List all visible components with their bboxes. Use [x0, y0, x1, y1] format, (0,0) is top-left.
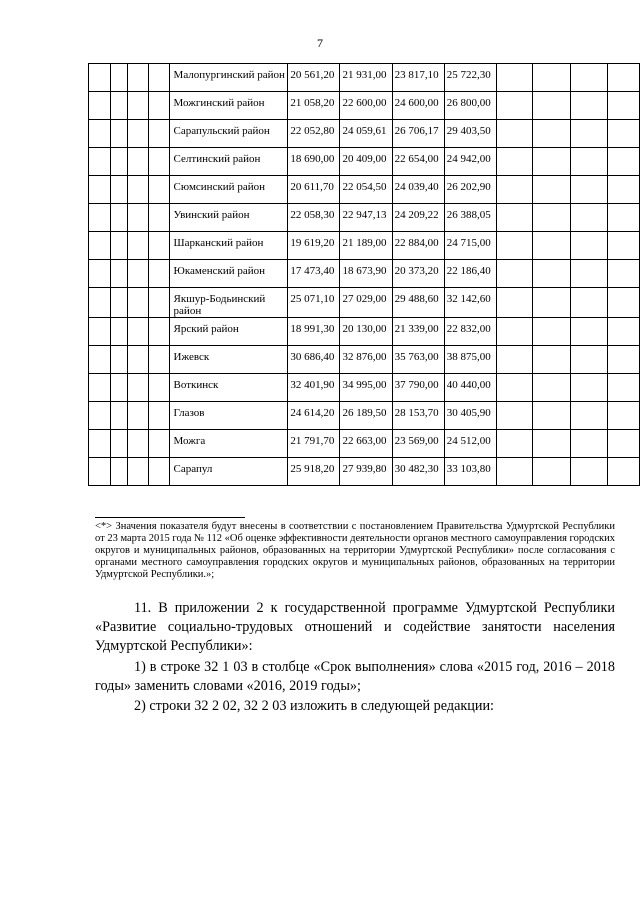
- empty-cell: [110, 232, 128, 260]
- value-cell: 20 409,00: [340, 148, 392, 176]
- empty-cell: [89, 346, 111, 374]
- value-cell: 21 339,00: [392, 318, 444, 346]
- empty-cell: [570, 204, 608, 232]
- value-cell: 22 186,40: [444, 260, 496, 288]
- empty-cell: [110, 374, 128, 402]
- empty-cell: [532, 402, 570, 430]
- empty-cell: [110, 402, 128, 430]
- value-cell: 22 884,00: [392, 232, 444, 260]
- table-row: [89, 458, 640, 486]
- empty-cell: [128, 92, 148, 120]
- empty-cell: [89, 148, 111, 176]
- empty-cell: [128, 64, 148, 92]
- table-row: [89, 204, 640, 232]
- empty-cell: [148, 232, 169, 260]
- empty-cell: [110, 148, 128, 176]
- value-cell: 32 876,00: [340, 346, 392, 374]
- empty-cell: [496, 92, 532, 120]
- empty-cell: [496, 288, 532, 318]
- value-cell: 21 931,00: [340, 64, 392, 92]
- empty-cell: [89, 120, 111, 148]
- empty-cell: [110, 288, 128, 318]
- empty-cell: [128, 318, 148, 346]
- value-cell: 18 690,00: [288, 148, 340, 176]
- table-row: [89, 232, 640, 260]
- footnote: <*> Значения показателя будут внесены в соответствии с постановлением Правительства Удмуртской Республики от 23 марта 2015 года № 112 «Об оценке эффективности деятельности органов местного самоуправления городских округов и муниципальных районов, образованных на территории Удмуртской Республики» после согласования с органами местного самоуправления городских округов и муниципальных районов, образованных на территории Удмуртской Республики.»;: [95, 521, 616, 580]
- region-name: Глазов: [169, 402, 288, 430]
- empty-cell: [89, 176, 111, 204]
- empty-cell: [532, 346, 570, 374]
- empty-cell: [496, 458, 532, 486]
- value-cell: 18 991,30: [288, 318, 340, 346]
- empty-cell: [89, 64, 111, 92]
- empty-cell: [532, 458, 570, 486]
- empty-cell: [570, 458, 608, 486]
- table-row: [89, 288, 640, 318]
- value-cell: 26 189,50: [340, 402, 392, 430]
- value-cell: 23 569,00: [392, 430, 444, 458]
- value-cell: 23 817,10: [392, 64, 444, 92]
- value-cell: 26 800,00: [444, 92, 496, 120]
- empty-cell: [532, 260, 570, 288]
- empty-cell: [608, 288, 640, 318]
- empty-cell: [608, 176, 640, 204]
- value-cell: 34 995,00: [340, 374, 392, 402]
- empty-cell: [148, 374, 169, 402]
- empty-cell: [570, 318, 608, 346]
- empty-cell: [608, 260, 640, 288]
- empty-cell: [608, 402, 640, 430]
- empty-cell: [570, 148, 608, 176]
- page-number: 7: [317, 36, 323, 50]
- empty-cell: [128, 204, 148, 232]
- table-row: [89, 430, 640, 458]
- value-cell: 32 401,90: [288, 374, 340, 402]
- value-cell: 22 600,00: [340, 92, 392, 120]
- value-cell: 33 103,80: [444, 458, 496, 486]
- empty-cell: [89, 374, 111, 402]
- empty-cell: [608, 458, 640, 486]
- value-cell: 30 482,30: [392, 458, 444, 486]
- value-cell: 20 130,00: [340, 318, 392, 346]
- empty-cell: [608, 346, 640, 374]
- empty-cell: [570, 402, 608, 430]
- empty-cell: [570, 346, 608, 374]
- empty-cell: [608, 374, 640, 402]
- empty-cell: [89, 232, 111, 260]
- empty-cell: [148, 318, 169, 346]
- value-cell: 22 832,00: [444, 318, 496, 346]
- value-cell: 27 029,00: [340, 288, 392, 318]
- value-cell: 26 202,90: [444, 176, 496, 204]
- empty-cell: [148, 176, 169, 204]
- empty-cell: [496, 260, 532, 288]
- value-cell: 27 939,80: [340, 458, 392, 486]
- empty-cell: [532, 374, 570, 402]
- value-cell: 30 686,40: [288, 346, 340, 374]
- empty-cell: [110, 260, 128, 288]
- empty-cell: [532, 204, 570, 232]
- empty-cell: [128, 232, 148, 260]
- value-cell: 25 722,30: [444, 64, 496, 92]
- empty-cell: [89, 402, 111, 430]
- empty-cell: [89, 204, 111, 232]
- value-cell: 37 790,00: [392, 374, 444, 402]
- value-cell: 21 058,20: [288, 92, 340, 120]
- empty-cell: [89, 92, 111, 120]
- empty-cell: [570, 288, 608, 318]
- paragraph-subitem-2: 2) строки 32 2 02, 32 2 03 изложить в следующей редакции:: [134, 698, 494, 714]
- empty-cell: [89, 260, 111, 288]
- value-cell: 25 918,20: [288, 458, 340, 486]
- empty-cell: [496, 64, 532, 92]
- region-name: Увинский район: [169, 204, 288, 232]
- empty-cell: [608, 120, 640, 148]
- table-row: [89, 260, 640, 288]
- region-name: Ижевск: [169, 346, 288, 374]
- region-name: Ярский район: [169, 318, 288, 346]
- empty-cell: [89, 430, 111, 458]
- empty-cell: [148, 64, 169, 92]
- empty-cell: [608, 430, 640, 458]
- empty-cell: [496, 346, 532, 374]
- value-cell: 24 209,22: [392, 204, 444, 232]
- empty-cell: [570, 92, 608, 120]
- empty-cell: [110, 204, 128, 232]
- value-cell: 19 619,20: [288, 232, 340, 260]
- paragraph-item-11: 11. В приложении 2 к государственной программе Удмуртской Республики «Развитие социально-трудовых отношений и содействие занятости населения Удмуртской Республики»:: [95, 600, 615, 654]
- empty-cell: [570, 374, 608, 402]
- empty-cell: [148, 346, 169, 374]
- value-cell: 24 039,40: [392, 176, 444, 204]
- table-row: [89, 64, 640, 92]
- empty-cell: [110, 176, 128, 204]
- empty-cell: [496, 232, 532, 260]
- region-name: Шарканский район: [169, 232, 288, 260]
- empty-cell: [496, 374, 532, 402]
- empty-cell: [128, 346, 148, 374]
- region-name: Сарапульский район: [169, 120, 288, 148]
- empty-cell: [496, 148, 532, 176]
- table-row: [89, 92, 640, 120]
- empty-cell: [570, 260, 608, 288]
- empty-cell: [608, 148, 640, 176]
- value-cell: 24 512,00: [444, 430, 496, 458]
- value-cell: 21 189,00: [340, 232, 392, 260]
- value-cell: 22 663,00: [340, 430, 392, 458]
- value-cell: 24 614,20: [288, 402, 340, 430]
- empty-cell: [89, 288, 111, 318]
- value-cell: 29 488,60: [392, 288, 444, 318]
- region-name: Сарапул: [169, 458, 288, 486]
- empty-cell: [532, 318, 570, 346]
- empty-cell: [128, 430, 148, 458]
- empty-cell: [128, 120, 148, 148]
- table-row: [89, 120, 640, 148]
- empty-cell: [128, 260, 148, 288]
- table-row: [89, 148, 640, 176]
- value-cell: 24 600,00: [392, 92, 444, 120]
- value-cell: 24 715,00: [444, 232, 496, 260]
- value-cell: 22 654,00: [392, 148, 444, 176]
- value-cell: 26 388,05: [444, 204, 496, 232]
- value-cell: 35 763,00: [392, 346, 444, 374]
- value-cell: 24 059,61: [340, 120, 392, 148]
- empty-cell: [110, 64, 128, 92]
- empty-cell: [532, 430, 570, 458]
- empty-cell: [496, 176, 532, 204]
- empty-cell: [128, 148, 148, 176]
- empty-cell: [532, 92, 570, 120]
- empty-cell: [608, 232, 640, 260]
- value-cell: 38 875,00: [444, 346, 496, 374]
- empty-cell: [496, 120, 532, 148]
- empty-cell: [570, 232, 608, 260]
- value-cell: 26 706,17: [392, 120, 444, 148]
- empty-cell: [608, 204, 640, 232]
- empty-cell: [608, 64, 640, 92]
- table-row: [89, 176, 640, 204]
- empty-cell: [128, 176, 148, 204]
- empty-cell: [110, 458, 128, 486]
- empty-cell: [110, 120, 128, 148]
- region-name: Юкаменский район: [169, 260, 288, 288]
- value-cell: 22 947,13: [340, 204, 392, 232]
- empty-cell: [496, 204, 532, 232]
- region-name: Воткинск: [169, 374, 288, 402]
- empty-cell: [532, 120, 570, 148]
- empty-cell: [532, 64, 570, 92]
- table-row: [89, 402, 640, 430]
- value-cell: 22 054,50: [340, 176, 392, 204]
- empty-cell: [148, 148, 169, 176]
- empty-cell: [89, 318, 111, 346]
- empty-cell: [110, 346, 128, 374]
- empty-cell: [570, 120, 608, 148]
- empty-cell: [570, 64, 608, 92]
- value-cell: 18 673,90: [340, 260, 392, 288]
- empty-cell: [148, 260, 169, 288]
- empty-cell: [128, 374, 148, 402]
- empty-cell: [148, 92, 169, 120]
- empty-cell: [110, 430, 128, 458]
- empty-cell: [148, 120, 169, 148]
- empty-cell: [532, 232, 570, 260]
- value-cell: 28 153,70: [392, 402, 444, 430]
- value-cell: 32 142,60: [444, 288, 496, 318]
- region-name: Селтинский район: [169, 148, 288, 176]
- empty-cell: [570, 430, 608, 458]
- region-name: Малопургинский район: [169, 64, 288, 92]
- empty-cell: [532, 176, 570, 204]
- value-cell: 20 373,20: [392, 260, 444, 288]
- value-cell: 20 611,70: [288, 176, 340, 204]
- value-cell: 24 942,00: [444, 148, 496, 176]
- empty-cell: [496, 402, 532, 430]
- value-cell: 40 440,00: [444, 374, 496, 402]
- empty-cell: [496, 430, 532, 458]
- empty-cell: [532, 148, 570, 176]
- empty-cell: [608, 318, 640, 346]
- value-cell: 29 403,50: [444, 120, 496, 148]
- empty-cell: [128, 288, 148, 318]
- table-row: [89, 318, 640, 346]
- empty-cell: [148, 458, 169, 486]
- value-cell: 21 791,70: [288, 430, 340, 458]
- empty-cell: [570, 176, 608, 204]
- table-body: [89, 64, 640, 486]
- empty-cell: [110, 318, 128, 346]
- empty-cell: [608, 92, 640, 120]
- empty-cell: [148, 402, 169, 430]
- empty-cell: [496, 318, 532, 346]
- table-row: [89, 346, 640, 374]
- empty-cell: [148, 430, 169, 458]
- value-cell: 22 058,30: [288, 204, 340, 232]
- value-cell: 25 071,10: [288, 288, 340, 318]
- region-name: Можгинский район: [169, 92, 288, 120]
- empty-cell: [128, 402, 148, 430]
- region-name: Якшур-Бодьинский район: [169, 288, 288, 318]
- region-name: Можга: [169, 430, 288, 458]
- empty-cell: [148, 288, 169, 318]
- empty-cell: [532, 288, 570, 318]
- paragraph-subitem-1: 1) в строке 32 1 03 в столбце «Срок выполнения» слова «2015 год, 2016 – 2018 годы» заменить словами «2016, 2019 годы»;: [95, 659, 615, 694]
- empty-cell: [89, 458, 111, 486]
- table-row: [89, 374, 640, 402]
- value-cell: 17 473,40: [288, 260, 340, 288]
- value-cell: 30 405,90: [444, 402, 496, 430]
- value-cell: 20 561,20: [288, 64, 340, 92]
- empty-cell: [110, 92, 128, 120]
- value-cell: 22 052,80: [288, 120, 340, 148]
- region-name: Сюмсинский район: [169, 176, 288, 204]
- indicator-table: [88, 63, 640, 486]
- empty-cell: [128, 458, 148, 486]
- footnote-separator: [95, 517, 245, 518]
- empty-cell: [148, 204, 169, 232]
